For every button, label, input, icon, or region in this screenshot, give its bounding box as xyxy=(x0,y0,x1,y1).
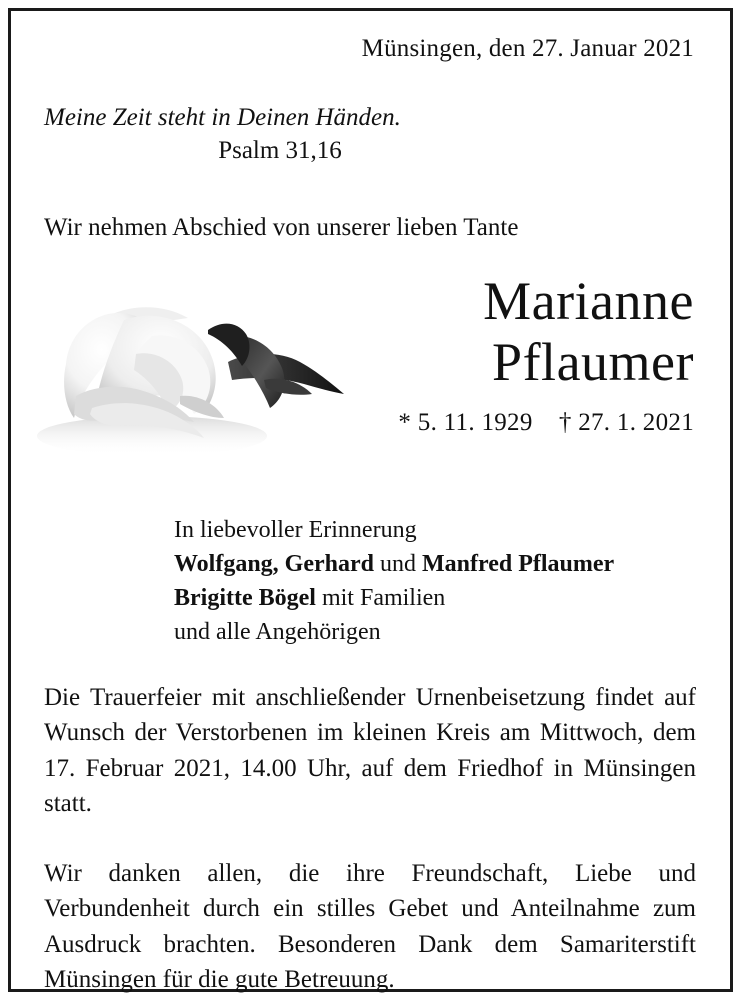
ceremony-paragraph: Die Trauerfeier mit anschließender Urnenbeisetzung findet auf Wunsch der Verstorbenen im kleinen Kreis am Mittwoch, dem 17. Februar 2021, 14.00 Uhr, auf dem Friedhof in Münsingen statt. xyxy=(44,683,696,818)
verse-block xyxy=(44,102,696,168)
mourners-families: mit Familien xyxy=(315,585,446,612)
name-area xyxy=(44,272,696,487)
mourners-names-b: Manfred Pflaumer xyxy=(422,551,615,578)
mourners-line-2 xyxy=(174,547,696,581)
intro-text: Wir nehmen Abschied von unserer lieben Tante xyxy=(44,213,519,241)
mourners-block xyxy=(44,513,696,649)
mourners-names-c: Brigitte Bögel xyxy=(174,585,316,612)
notice-content xyxy=(44,34,696,998)
given-name: Marianne xyxy=(483,271,694,332)
mourners-names-a: Wolfgang, Gerhard xyxy=(174,551,375,578)
life-dates: * 5. 11. 1929 † 27. 1. 2021 xyxy=(398,408,694,436)
mourners-conjunction: und xyxy=(374,551,423,578)
verse-text: Meine Zeit steht in Deinen Händen. xyxy=(44,104,401,131)
mourners-line-3 xyxy=(174,581,696,615)
deceased-name xyxy=(44,272,696,437)
mourners-line-4: und alle Angehörigen xyxy=(174,619,381,646)
thanks-paragraph: Wir danken allen, die ihre Freundschaft, Liebe und Verbundenheit durch ein stilles Gebet und Anteilnahme zum Ausdruck brachten. Besonderen Dank dem Samariterstift Münsingen für die gute Betreuung. xyxy=(44,859,696,994)
place-and-date: Münsingen, den 27. Januar 2021 xyxy=(361,35,694,62)
verse-reference: Psalm 31,16 xyxy=(218,137,342,165)
family-name: Pflaumer xyxy=(492,331,694,392)
mourners-heading: In liebevoller Erinnerung xyxy=(174,517,417,544)
